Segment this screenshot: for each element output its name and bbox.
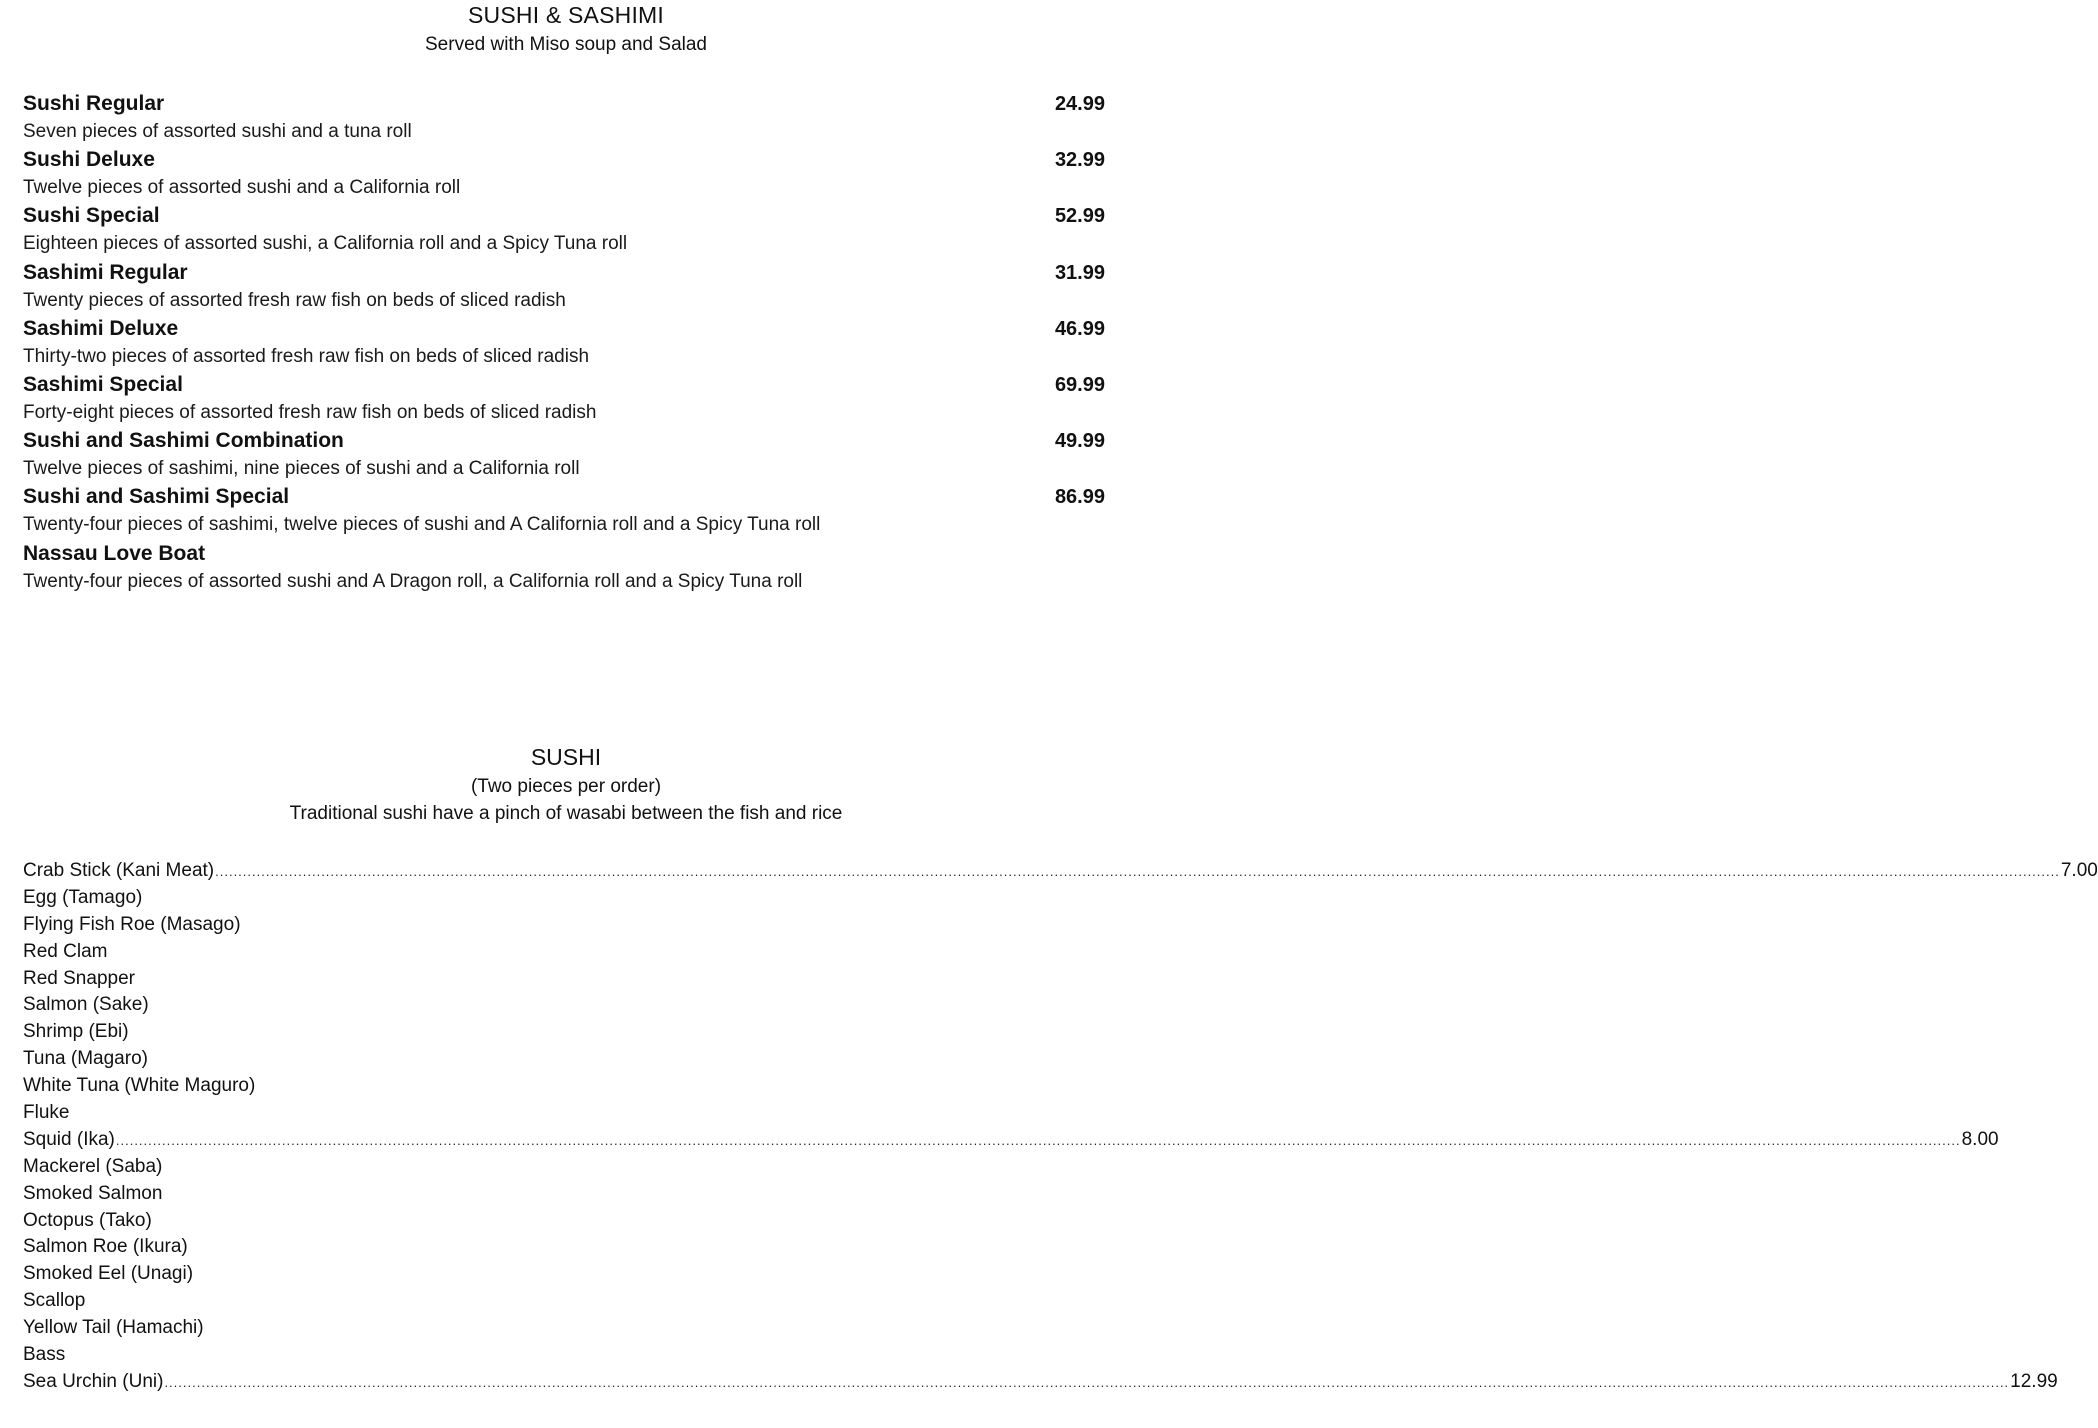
sushi-item	[23, 1181, 1105, 1208]
menu-item	[23, 483, 1105, 539]
item-description: Eighteen pieces of assorted sushi, a California roll and a Spicy Tuna roll	[23, 233, 628, 255]
item-name: Red Snapper	[23, 967, 135, 989]
item-name: Tuna (Magaro)	[23, 1048, 148, 1070]
section-subtitle: Served with Miso soup and Salad	[425, 34, 707, 55]
item-description: Seven pieces of assorted sushi and a tuna roll	[23, 121, 412, 142]
item-price: 31.99	[1054, 261, 1105, 284]
item-price: 52.99	[1054, 205, 1105, 228]
sushi-item	[23, 1234, 1105, 1261]
item-name: Bass	[23, 1344, 66, 1366]
menu-item	[23, 540, 1105, 596]
item-name: Fluke	[23, 1102, 70, 1124]
sushi-item	[23, 885, 1105, 912]
sushi-item	[23, 1315, 1105, 1342]
sushi-item	[23, 1046, 1105, 1073]
section-title-sushi: SUSHI	[530, 744, 602, 770]
menu-item	[23, 146, 1105, 202]
item-name: Sashimi Deluxe	[23, 316, 179, 340]
sushi-item	[23, 1261, 1105, 1288]
sushi-item	[23, 939, 1105, 966]
sushi-item	[23, 1369, 2058, 1396]
item-name: Sushi and Sashimi Combination	[23, 429, 344, 453]
menu-item	[23, 259, 1105, 315]
item-name: White Tuna (White Maguro)	[23, 1075, 256, 1097]
sushi-item	[23, 1073, 1105, 1100]
item-name: Smoked Eel (Unagi)	[23, 1263, 194, 1285]
sushi-item	[23, 1288, 1105, 1315]
sushi-item	[23, 1208, 1105, 1235]
item-price: 86.99	[1054, 486, 1105, 509]
dot-leader: ................................................................................................................................................................................................................................................................................................................................................................................................................	[115, 1132, 1961, 1148]
item-description: Twenty pieces of assorted fresh raw fish on beds of sliced radish	[23, 289, 566, 311]
sushi-item	[23, 1100, 1105, 1127]
item-name: Squid (Ika)	[23, 1128, 115, 1150]
menu-item	[23, 202, 1105, 258]
item-name: Octopus (Tako)	[23, 1209, 152, 1231]
item-price: 24.99	[1054, 93, 1105, 115]
item-name: Flying Fish Roe (Masago)	[23, 913, 241, 935]
item-name: Sashimi Regular	[23, 260, 188, 284]
sushi-item	[23, 912, 1105, 939]
item-name: Shrimp (Ebi)	[23, 1021, 129, 1043]
sushi-sashimi-list	[23, 90, 1105, 596]
item-name: Sushi Deluxe	[23, 148, 155, 172]
sushi-item	[23, 1154, 1105, 1181]
item-name: Crab Stick (Kani Meat)	[23, 860, 215, 881]
sushi-item	[23, 858, 2098, 885]
item-description: Twelve pieces of sashimi, nine pieces of sushi and a California roll	[23, 458, 580, 480]
item-name: Sashimi Special	[23, 372, 183, 396]
item-price: 32.99	[1054, 149, 1105, 172]
item-description: Twelve pieces of assorted sushi and a California roll	[23, 177, 461, 199]
item-name: Salmon Roe (Ikura)	[23, 1236, 188, 1258]
sushi-item	[23, 1127, 1999, 1154]
menu-item	[23, 90, 1105, 146]
menu-item	[23, 371, 1105, 427]
item-name: Sushi Regular	[23, 92, 165, 115]
menu-item	[23, 427, 1105, 483]
item-name: Sushi and Sashimi Special	[23, 485, 290, 509]
item-description: Thirty-two pieces of assorted fresh raw fish on beds of sliced radish	[23, 345, 590, 367]
item-price: 46.99	[1054, 317, 1105, 340]
menu-item	[23, 315, 1105, 371]
item-description: Forty-eight pieces of assorted fresh raw fish on beds of sliced radish	[23, 401, 597, 423]
section-note: Traditional sushi have a pinch of wasabi between the fish and rice	[289, 803, 843, 824]
item-name: Egg (Tamago)	[23, 886, 143, 908]
dot-leader: ................................................................................................................................................................................................................................................................................................................................................................................................................	[164, 1374, 2010, 1390]
item-price: 7.00	[2060, 860, 2098, 881]
item-description: Twenty-four pieces of sashimi, twelve pieces of sushi and A California roll and a Spicy Tuna roll	[23, 514, 821, 536]
item-name: Yellow Tail (Hamachi)	[23, 1317, 204, 1339]
item-name: Sushi Special	[23, 204, 160, 228]
item-price: 49.99	[1054, 430, 1105, 453]
item-name: Scallop	[23, 1290, 86, 1312]
sushi-item	[23, 1019, 1105, 1046]
item-price: 8.00	[1961, 1128, 1999, 1150]
item-name: Mackerel (Saba)	[23, 1155, 163, 1177]
item-price: 69.99	[1054, 373, 1105, 396]
section-subtitle: (Two pieces per order)	[470, 776, 662, 797]
item-description: Twenty-four pieces of assorted sushi and A Dragon roll, a California roll and a Spicy Tuna roll	[23, 570, 803, 592]
dot-leader: ................................................................................................................................................................................................................................................................................................................................................................................................................	[215, 864, 2060, 879]
section-title-sushi-sashimi: SUSHI & SASHIMI	[468, 2, 664, 28]
item-name: Smoked Salmon	[23, 1182, 163, 1204]
item-name: Red Clam	[23, 940, 108, 962]
item-name: Salmon (Sake)	[23, 994, 149, 1016]
sushi-item	[23, 966, 1105, 993]
item-name: Sea Urchin (Uni)	[23, 1370, 164, 1392]
sushi-item	[23, 1342, 1105, 1369]
item-price: 12.99	[2010, 1370, 2058, 1392]
item-name: Nassau Love Boat	[23, 541, 206, 565]
sushi-list	[23, 858, 2098, 1396]
sushi-item	[23, 992, 1105, 1019]
